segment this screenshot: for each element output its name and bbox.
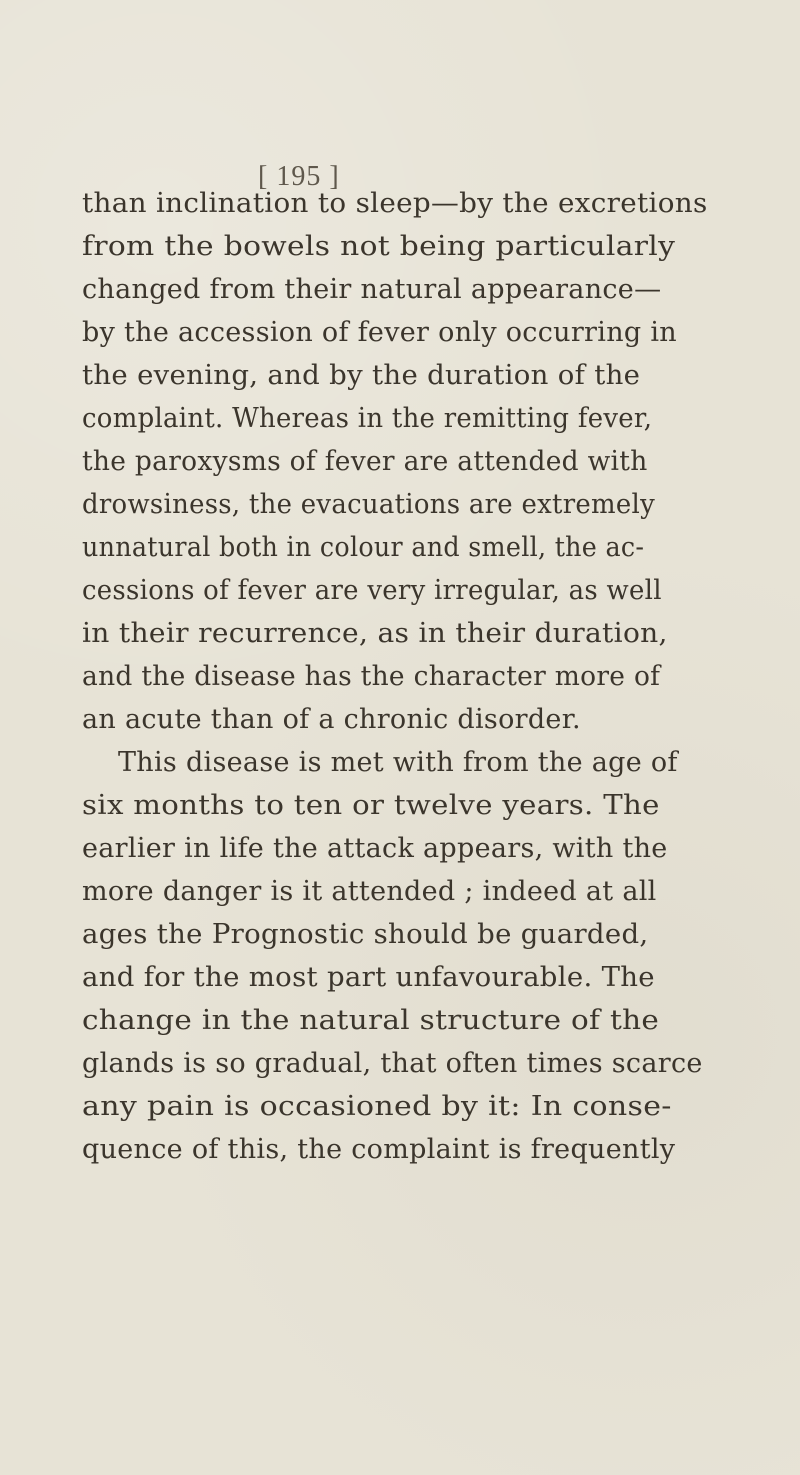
text-line: the evening, and by the duration of the — [82, 360, 641, 391]
text-line: unnatural both in colour and smell, the ac- — [82, 532, 645, 563]
text-line: glands is so gradual, that often times scarce — [82, 1048, 703, 1079]
text-line: in their recurrence, as in their duration, — [82, 618, 668, 649]
text-line: change in the natural structure of the — [82, 1005, 660, 1036]
text-line: six months to ten or twelve years. The — [82, 790, 660, 821]
text-line: by the accession of fever only occurring in — [82, 317, 677, 348]
text-line: more danger is it attended ; indeed at all — [82, 876, 657, 907]
page-number: [ 195 ] — [258, 161, 340, 192]
text-line: drowsiness, the evacuations are extremely — [82, 489, 655, 520]
text-line: than inclination to sleep—by the excretions — [82, 188, 708, 219]
text-line: cessions of fever are very irregular, as well — [82, 575, 662, 606]
text-line: changed from their natural appearance— — [82, 274, 662, 305]
text-line: and for the most part unfavourable. The — [82, 962, 655, 993]
text-line: earlier in life the attack appears, with the — [82, 833, 668, 864]
text-line: complaint. Whereas in the remitting fever, — [82, 403, 653, 434]
text-line: quence of this, the complaint is frequently — [82, 1134, 676, 1165]
text-line: the paroxysms of fever are attended with — [82, 446, 648, 477]
text-line: any pain is occasioned by it: In conse- — [82, 1091, 672, 1122]
text-line: and the disease has the character more of — [82, 661, 661, 692]
text-line: ages the Prognostic should be guarded, — [82, 919, 649, 950]
text-line: from the bowels not being particularly — [82, 231, 676, 262]
paragraph-line: This disease is met with from the age of — [118, 747, 678, 778]
text-line: an acute than of a chronic disorder. — [82, 704, 581, 735]
